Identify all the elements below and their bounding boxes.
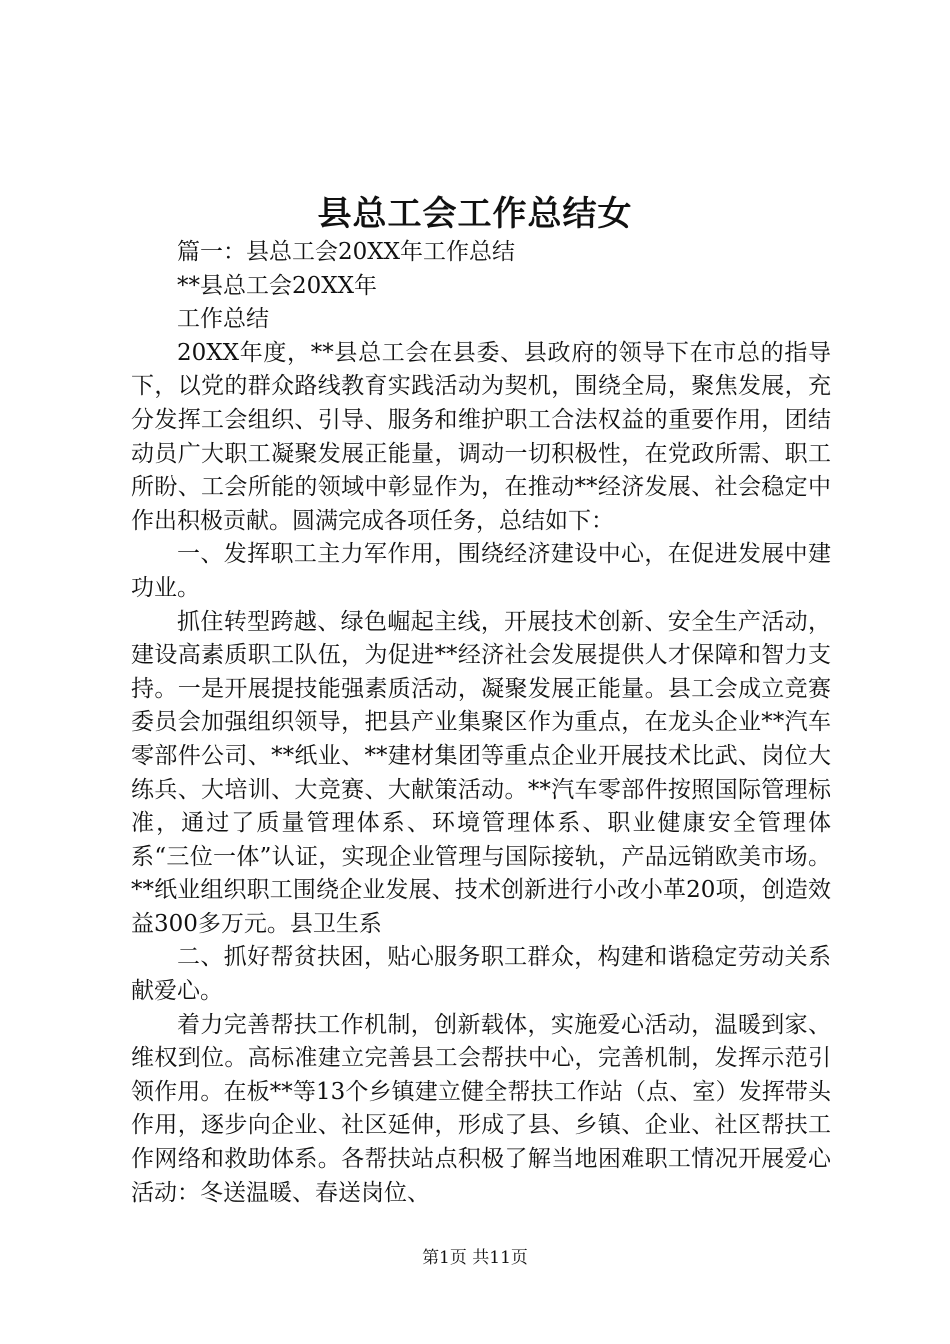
intro-paragraph: 20XX年度，**县总工会在县委、县政府的领导下在市总的指导下，以党的群众路线教育实践活动为契机，围绕全局，聚焦发展，充分发挥工会组织、引导、服务和维护职工合法权益的重要作用，团结动员广大职工凝聚发展正能量，调动一切积极性，在党政所需、职工所盼、工会所能的领域中彰显作为，在推动**经济发展、社会稳定中作出积极贡献。圆满完成各项任务，总结如下： [131,339,831,534]
section-heading: 篇一：县总工会20XX年工作总结 [177,239,516,265]
section-two-paragraph: 着力完善帮扶工作机制，创新载体，实施爱心活动，温暖到家、维权到位。高标准建立完善县工会帮扶中心，完善机制，发挥示范引领作用。在板**等13个乡镇建立健全帮扶工作站（点、室）发挥带头作用，逐步向企业、社区延伸，形成了县、乡镇、企业、社区帮扶工作网络和救助体系。各帮扶站点积极了解当地困难职工情况开展爱心活动：冬送温暖、春送岗位、 [131,1011,831,1206]
report-heading-line-1: **县总工会20XX年 [177,272,378,299]
section-two-heading: 二、抓好帮贫扶困，贴心服务职工群众，构建和谐稳定劳动关系献爱心。 [131,944,831,1005]
section-one-paragraph: 抓住转型跨越、绿色崛起主线，开展技术创新、安全生产活动，建设高素质职工队伍，为促进**经济社会发展提供人才保障和智力支持。一是开展提技能强素质活动，凝聚发展正能量。县工会成立竞赛委员会加强组织领导，把县产业集聚区作为重点，在龙头企业**汽车零部件公司、**纸业、**建材集团等重点企业开展技术比武、岗位大练兵、大培训、大竞赛、大献策活动。**汽车零部件按照国际管理标准，通过了质量管理体系、环境管理体系、职业健康安全管理体系“三位一体”认证，实现企业管理与国际接轨，产品远销欧美市场。**纸业组织职工围绕企业发展、技术创新进行小改小革20项，创造效益300多万元。县卫生系 [131,608,831,937]
section-one-heading: 一、发挥职工主力军作用，围绕经济建设中心，在促进发展中建功业。 [131,541,831,601]
report-heading-line-2: 工作总结 [177,306,269,333]
page-number-footer: 第1页 共11页 [422,1248,528,1268]
document-title: 县总工会工作总结女 [317,194,633,234]
document-body [131,236,831,1210]
